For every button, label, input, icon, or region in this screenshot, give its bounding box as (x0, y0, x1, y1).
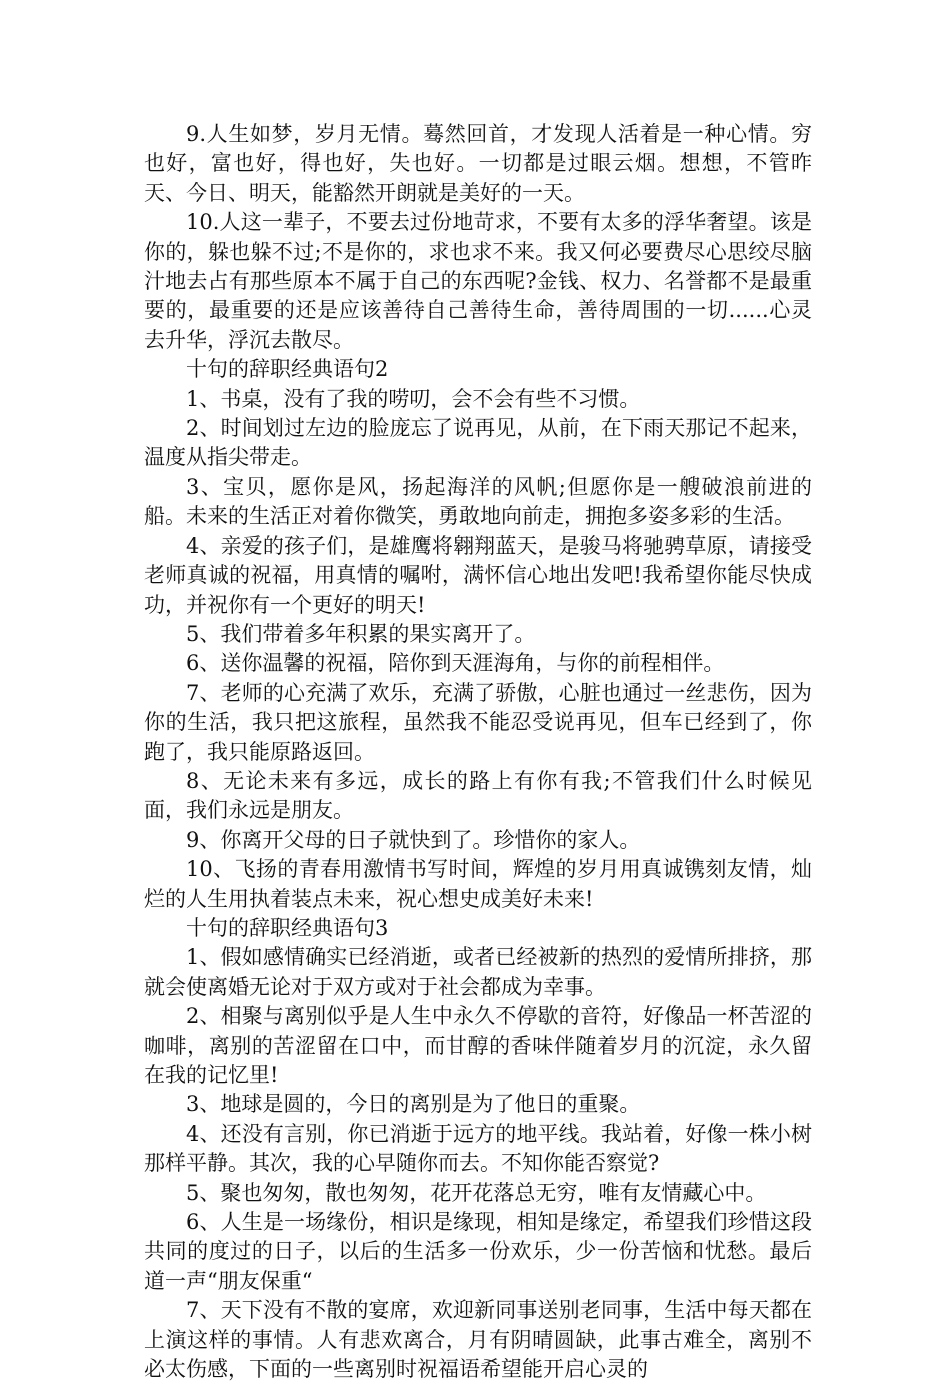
paragraph: 4、亲爱的孩子们，是雄鹰将翱翔蓝天，是骏马将驰骋草原，请接受老师真诚的祝福，用真情的嘱咐，满怀信心地出发吧!我希望你能尽快成功，并祝你有一个更好的明天! (144, 533, 812, 617)
section-heading: 十句的辞职经典语句3 (186, 915, 389, 940)
paragraph: 2、时间划过左边的脸庞忘了说再见，从前，在下雨天那记不起来，温度从指尖带走。 (144, 416, 812, 470)
paragraph: 6、人生是一场缘份，相识是缘现，相知是缘定，希望我们珍惜这段共同的度过的日子，以后的生活多一份欢乐，少一份苦恼和忧愁。最后道一声“朋友保重“ (144, 1210, 812, 1293)
paragraph: 9、你离开父母的日子就快到了。珍惜你的家人。 (186, 827, 641, 852)
document-body (144, 120, 812, 1384)
paragraph: 7、老师的心充满了欢乐，充满了骄傲，心脏也通过一丝悲伤，因为你的生活，我只把这旅程，虽然我不能忍受说再见，但车已经到了，你跑了，我只能原路返回。 (144, 680, 812, 764)
paragraph: 8、无论未来有多远，成长的路上有你有我;不管我们什么时候见面，我们永远是朋友。 (144, 768, 812, 823)
paragraph: 5、聚也匆匆，散也匆匆，花开花落总无穷，唯有友情藏心中。 (186, 1180, 767, 1205)
paragraph: 2、相聚与离别似乎是人生中永久不停歇的音符，好像品一杯苦涩的咖啡，离别的苦涩留在口中，而甘醇的香味伴随着岁月的沉淀，永久留在我的记忆里! (144, 1004, 812, 1087)
paragraph: 10、飞扬的青春用激情书写时间，辉煌的岁月用真诚镌刻友情，灿烂的人生用执着装点未来，祝心想史成美好未来! (144, 857, 812, 911)
paragraph: 5、我们带着多年积累的果实离开了。 (186, 621, 536, 646)
paragraph: 3、宝贝，愿你是风，扬起海洋的风帆;但愿你是一艘破浪前进的船。未来的生活正对着你微笑，勇敢地向前走，拥抱多姿多彩的生活。 (144, 474, 812, 529)
paragraph: 1、书桌，没有了我的唠叨，会不会有些不习惯。 (186, 386, 641, 411)
paragraph: 10.人这一辈子，不要去过份地苛求，不要有太多的浮华奢望。该是你的，躲也躲不过;不是你的，求也求不来。我又何必要费尽心思绞尽脑汁地去占有那些原本不属于自己的东西呢?金钱、权力、名誉都不是最重要的，最重要的还是应该善待自己善待生命，善待周围的一切......心灵去升华，浮沉去散尽。 (144, 210, 812, 352)
paragraph: 9.人生如梦，岁月无情。蓦然回首，才发现人活着是一种心情。穷也好，富也好，得也好，失也好。一切都是过眼云烟。想想，不管昨天、今日、明天，能豁然开朗就是美好的一天。 (144, 122, 812, 205)
paragraph: 6、送你温馨的祝福，陪你到天涯海角，与你的前程相伴。 (186, 651, 725, 676)
paragraph: 4、还没有言别，你已消逝于远方的地平线。我站着，好像一株小树那样平静。其次，我的心早随你而去。不知你能否察觉? (144, 1121, 812, 1176)
paragraph: 1、假如感情确实已经消逝，或者已经被新的热烈的爱情所排挤，那就会使离婚无论对于双方或对于社会都成为幸事。 (144, 945, 812, 999)
paragraph: 3、地球是圆的，今日的离别是为了他日的重聚。 (186, 1092, 641, 1117)
section-heading: 十句的辞职经典语句2 (186, 357, 389, 382)
paragraph: 7、天下没有不散的宴席，欢迎新同事送别老同事，生活中每天都在上演这样的事情。人有悲欢离合，月有阴晴圆缺，此事古难全，离别不必太伤感，下面的一些离别时祝福语希望能开启心灵的 (144, 1298, 812, 1382)
